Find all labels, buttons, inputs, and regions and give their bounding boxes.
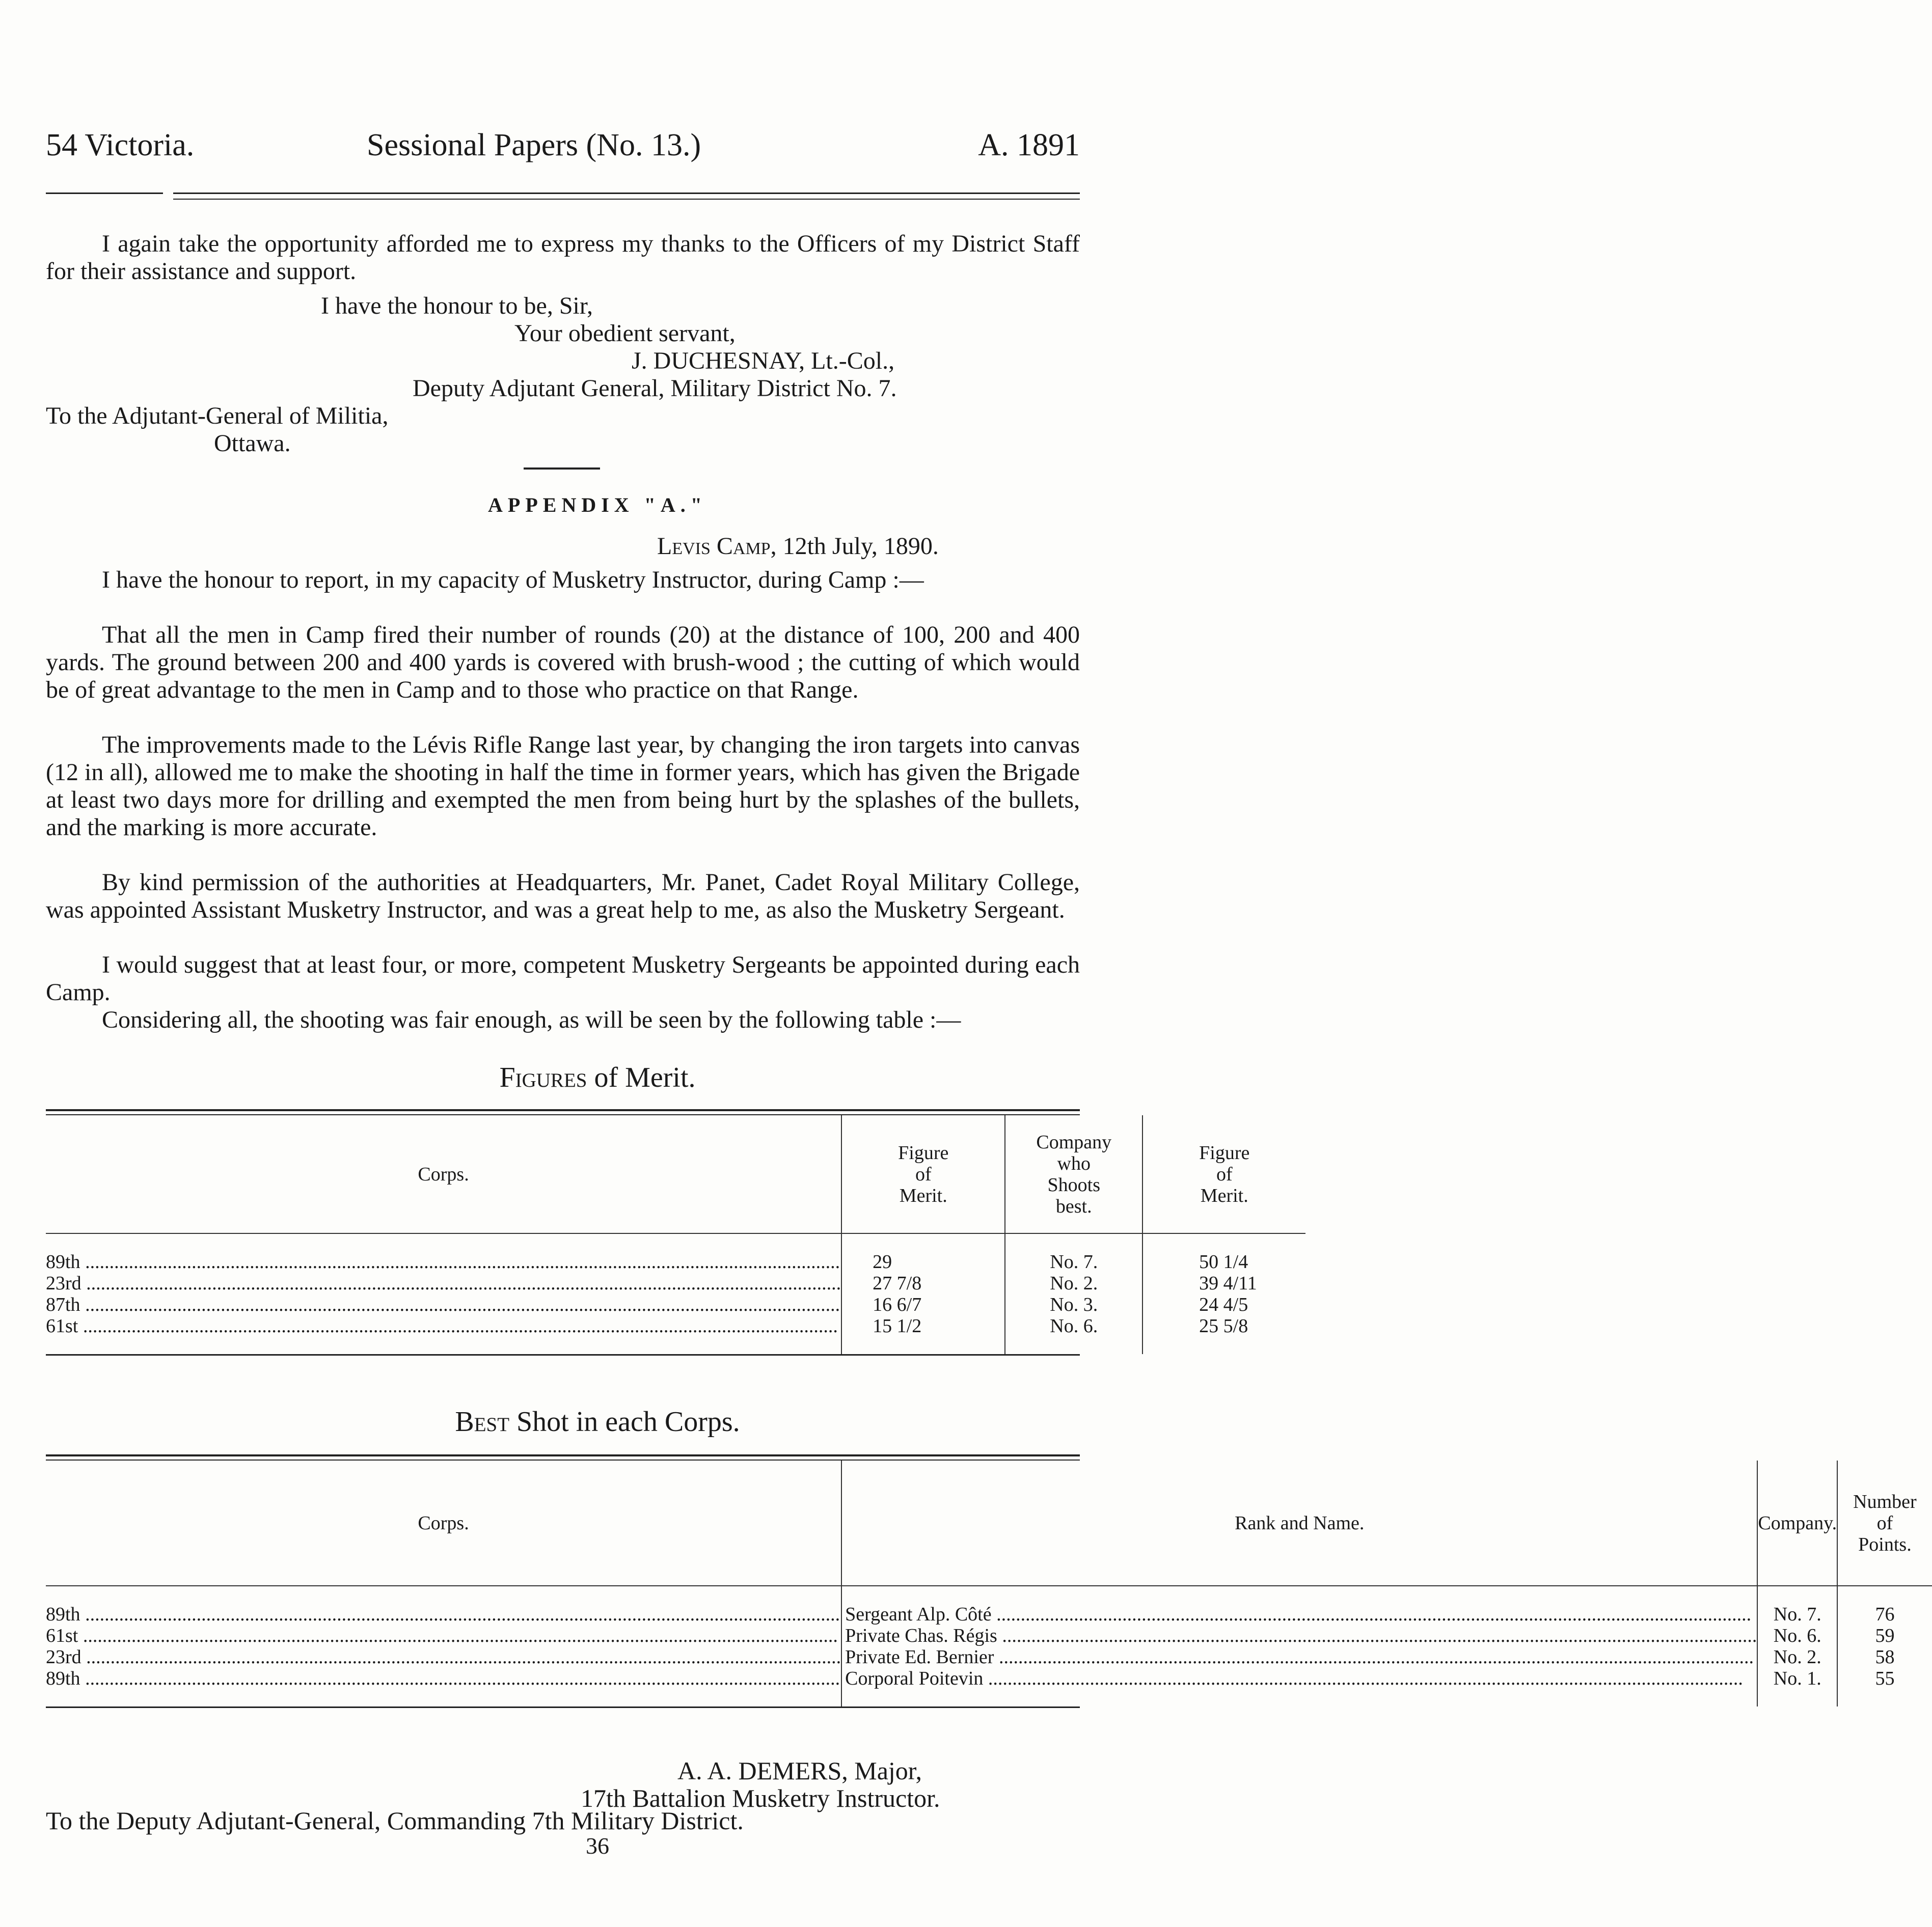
cell-company — [1005, 1315, 1142, 1354]
appendix-paragraph: I have the honour to report, in my capacity of Musketry Instructor, during Camp :— — [102, 566, 924, 593]
cell-corps — [46, 1315, 841, 1354]
cell-company-text: No. 2. — [1050, 1273, 1098, 1294]
closing-addressee: To the Deputy Adjutant-General, Commanding 7th Military District. — [46, 1806, 744, 1835]
table-row — [46, 1586, 1932, 1625]
cell-points — [1837, 1668, 1932, 1706]
table-row — [46, 1273, 1305, 1294]
cell-corps-text: 89th — [46, 1668, 80, 1689]
running-header — [46, 127, 1080, 168]
cell-company — [1757, 1586, 1837, 1625]
appendix-date: , 12th July, 1890. — [770, 533, 939, 560]
letter-paragraph: I again take the opportunity afforded me to express my thanks to the Officers of my District Staff for their assistance and support. — [46, 230, 1080, 285]
cell-points — [1837, 1625, 1932, 1646]
figures-of-merit-table — [46, 1109, 1257, 1356]
letter-addressee: To the Adjutant-General of Militia, — [46, 402, 389, 429]
cell-company-figure — [1142, 1273, 1305, 1294]
header-rule — [46, 192, 163, 194]
appendix-paragraph: The improvements made to the Lévis Rifle Range last year, by changing the iron targets into canvas (12 in all), allowed me to make the shooting in half the time in former years, which has given the Brigade at least two days more for drilling and exempted the men from being hurt by the splashes of the bullets, and the marking is more accurate. — [46, 731, 1080, 841]
cell-company-figure-text: 24 4/5 — [1199, 1294, 1248, 1315]
table-row — [46, 1233, 1305, 1273]
cell-corps — [46, 1586, 841, 1625]
cell-corps — [46, 1668, 841, 1706]
best-shot-table-caption: Best Shot in each Corps. — [455, 1406, 740, 1438]
cell-corps-text: 23rd — [46, 1273, 81, 1294]
header-right: A. 1891 — [978, 128, 1080, 162]
cell-company-text: No. 7. — [1773, 1604, 1821, 1625]
appendix-paragraph: By kind permission of the authorities at Headquarters, Mr. Panet, Cadet Royal Military College, was appointed Assistant Musketry Instructor, and was a great help to me, as also the Musketry Sergeant. — [46, 869, 1080, 923]
cell-corps — [46, 1273, 841, 1294]
cell-points-text: 59 — [1875, 1625, 1895, 1646]
cell-figure-text: 15 1/2 — [873, 1315, 922, 1337]
cell-company-text: No. 3. — [1050, 1294, 1098, 1315]
cell-corps — [46, 1646, 841, 1668]
cell-corps-text: 61st — [46, 1625, 78, 1646]
appendix-title: APPENDIX "A." — [488, 493, 707, 516]
cell-points — [1837, 1646, 1932, 1668]
cell-rank-name — [841, 1646, 1757, 1668]
cell-corps-text: 23rd — [46, 1646, 81, 1668]
cell-company — [1005, 1273, 1142, 1294]
cell-company — [1757, 1625, 1837, 1646]
table-row — [46, 1315, 1305, 1354]
col-header-corps: Corps. — [46, 1461, 841, 1586]
col-header-company: Company who Shoots best. — [1005, 1115, 1142, 1233]
appendix-dateline — [657, 533, 939, 560]
cell-rank-name-text: Sergeant Alp. Côté — [845, 1604, 992, 1625]
cell-company-text: No. 2. — [1773, 1646, 1821, 1668]
letter-signature: J. DUCHESNAY, Lt.-Col., — [632, 347, 895, 374]
cell-figure-text: 27 7/8 — [873, 1273, 922, 1294]
cell-figure — [841, 1315, 1005, 1354]
header-center: Sessional Papers (No. 13.) — [367, 128, 701, 162]
appendix-paragraph: Considering all, the shooting was fair enough, as will be seen by the following table :— — [102, 1006, 961, 1033]
col-header-points: Number of Points. — [1853, 1491, 1917, 1555]
best-shot-table — [46, 1454, 1917, 1708]
cell-figure-text: 29 — [873, 1251, 892, 1273]
cell-rank-name — [841, 1586, 1757, 1625]
cell-rank-name — [841, 1668, 1757, 1706]
cell-company — [1005, 1233, 1142, 1273]
table-row — [46, 1668, 1932, 1706]
cell-company — [1757, 1646, 1837, 1668]
cell-corps-text: 89th — [46, 1604, 80, 1625]
letter-honour: I have the honour to be, Sir, — [321, 292, 593, 319]
cell-corps — [46, 1294, 841, 1315]
section-divider — [524, 467, 600, 470]
cell-figure — [841, 1233, 1005, 1273]
cell-company-figure-text: 50 1/4 — [1199, 1251, 1248, 1273]
cell-company-figure — [1142, 1233, 1305, 1273]
col-header-company: Company. — [1757, 1461, 1837, 1586]
appendix-place: Levis Camp — [657, 533, 771, 560]
cell-corps-text: 87th — [46, 1294, 80, 1315]
appendix-paragraph: I would suggest that at least four, or more, competent Musketry Sergeants be appointed during each Camp. — [46, 951, 1080, 1006]
cell-points-text: 58 — [1875, 1646, 1895, 1668]
col-header-corps: Corps. — [46, 1115, 841, 1233]
cell-rank-name-text: Private Chas. Régis — [845, 1625, 997, 1646]
cell-corps — [46, 1625, 841, 1646]
letter-servant: Your obedient servant, — [514, 320, 736, 347]
cell-company-text: No. 7. — [1050, 1251, 1098, 1273]
cell-corps-text: 89th — [46, 1251, 80, 1273]
header-rule — [173, 199, 1080, 200]
cell-rank-name — [841, 1625, 1757, 1646]
header-rule — [173, 192, 1080, 194]
cell-rank-name-text: Corporal Poitevin — [845, 1668, 984, 1689]
cell-company — [1005, 1294, 1142, 1315]
col-header-figure: Figure of Merit. — [841, 1115, 1005, 1233]
table-row — [46, 1646, 1932, 1668]
col-header-rank-name: Rank and Name. — [841, 1461, 1757, 1586]
cell-rank-name-text: Private Ed. Bernier — [845, 1646, 994, 1668]
cell-corps — [46, 1233, 841, 1273]
page-number: 36 — [586, 1833, 609, 1859]
cell-corps-text: 61st — [46, 1315, 78, 1337]
cell-points — [1837, 1586, 1932, 1625]
cell-company-text: No. 1. — [1773, 1668, 1821, 1689]
cell-company-figure — [1142, 1294, 1305, 1315]
cell-company-figure-text: 25 5/8 — [1199, 1315, 1248, 1337]
col-header-company-figure: Figure of Merit. — [1199, 1142, 1250, 1206]
cell-figure — [841, 1273, 1005, 1294]
cell-company-text: No. 6. — [1050, 1315, 1098, 1337]
cell-company-figure-text: 39 4/11 — [1199, 1273, 1257, 1294]
table-row — [46, 1294, 1305, 1315]
cell-company-text: No. 6. — [1773, 1625, 1821, 1646]
figures-table-caption: Figures of Merit. — [499, 1062, 696, 1093]
cell-points-text: 55 — [1875, 1668, 1895, 1689]
table-row — [46, 1625, 1932, 1646]
cell-figure-text: 16 6/7 — [873, 1294, 922, 1315]
cell-company-figure — [1142, 1315, 1305, 1354]
cell-company — [1757, 1668, 1837, 1706]
header-left: 54 Victoria. — [46, 128, 195, 162]
letter-signature-title: Deputy Adjutant General, Military District No. 7. — [413, 375, 897, 402]
closing-signature: A. A. DEMERS, Major, — [677, 1756, 922, 1785]
appendix-paragraph: That all the men in Camp fired their number of rounds (20) at the distance of 100, 200 and 400 yards. The ground between 200 and 400 yards is covered with brush-wood ; the cutting of which would be of great advantage to the men in Camp and to those who practice on that Range. — [46, 621, 1080, 703]
cell-points-text: 76 — [1875, 1604, 1895, 1625]
letter-addressee-city: Ottawa. — [214, 430, 291, 457]
closing-title: 17th Battalion Musketry Instructor. — [581, 1784, 940, 1812]
cell-figure — [841, 1294, 1005, 1315]
